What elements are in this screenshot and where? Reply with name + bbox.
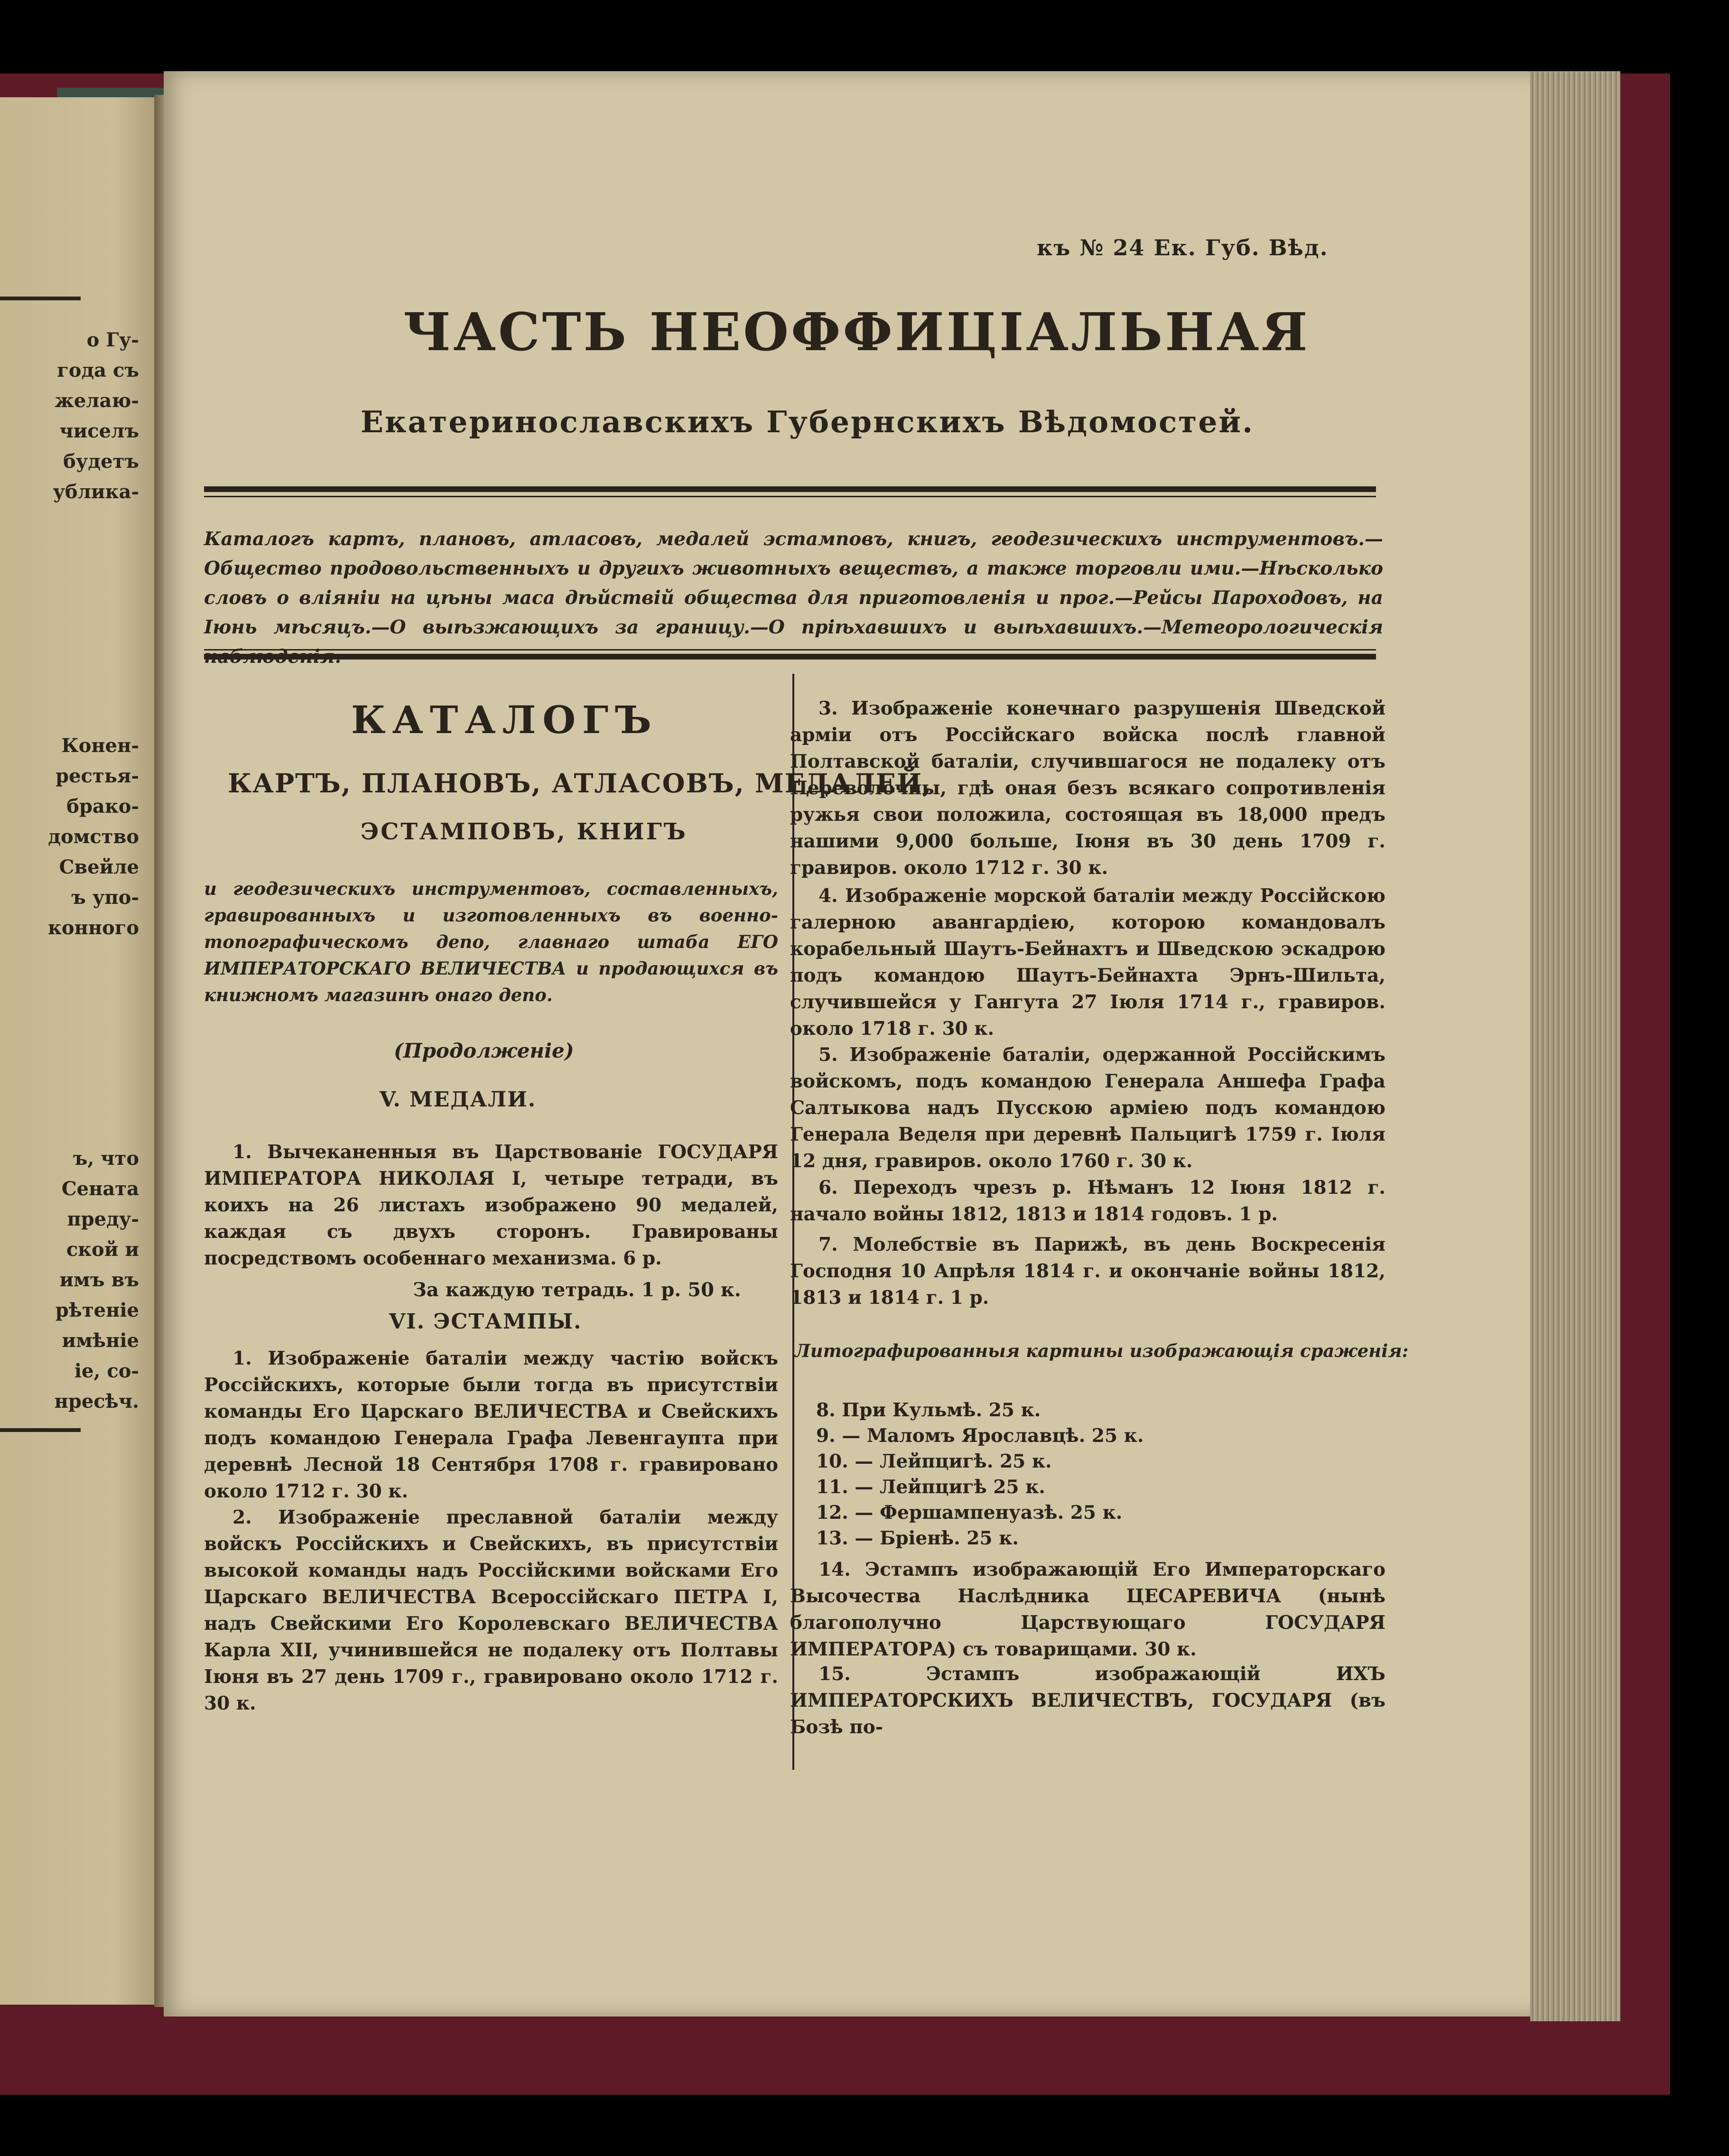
left-page-line: нресѣч. bbox=[54, 1390, 139, 1413]
catalog-entry: 5. Изображенiе баталiи, одержанной Россiйскимъ войскомъ, подъ командою Генерала Аншефа Графа Салтыкова надъ Пусскою армiею подъ командою Генерала Веделя при деревнѣ Пальцигѣ 1759 г. Iюля 12 дня, гравиров. около 1760 г. 30 к. bbox=[790, 1044, 1385, 1172]
page-title: ЧАСТЬ НЕОФФИЦIАЛЬНАЯ bbox=[403, 301, 1310, 362]
left-page-line: брако- bbox=[66, 795, 139, 818]
page-header-reference: къ № 24 Ек. Губ. Вѣд. bbox=[1037, 235, 1329, 260]
catalog-subtitle-line: ЭСТАМПОВЪ, КНИГЪ bbox=[361, 818, 688, 845]
left-page-rule-bottom bbox=[0, 1428, 81, 1432]
section-heading-medals: V. МЕДАЛИ. bbox=[380, 1087, 537, 1112]
catalog-entry: 1. Изображенiе баталiи между частiю войскъ Россiйскихъ, которые были тогда въ присутствiи команды Его Царскаго ВЕЛИЧЕСТВА и Свейскихъ подъ командою Генерала Графа Левенгаупта при деревнѣ Лесной 18 Сентября 1708 г. гравировано около 1712 г. 30 к. bbox=[204, 1348, 778, 1502]
catalog-entry: 2. Изображенiе преславной баталiи между войскъ Россiйскихъ и Свейскихъ, въ присутствiи высокой команды надъ Россiйскими войсками Его Царскаго ВЕЛИЧЕСТВА Всероссiйскаго ПЕТРА I, надъ Свейскими Его Королевскаго ВЕЛИЧЕСТВА Карла XII, учинившейся не подалеку отъ Полтавы Iюня въ 27 день 1709 г., гравировано около 1712 г. 30 к. bbox=[204, 1506, 778, 1714]
catalog-title: КАТАЛОГЪ bbox=[351, 697, 658, 742]
left-page bbox=[0, 97, 164, 2005]
catalog-price-line: За каждую тетрадь. 1 р. 50 к. bbox=[413, 1279, 741, 1301]
header-rule-top-thin bbox=[204, 496, 1376, 497]
left-page-line: будетъ bbox=[63, 450, 139, 473]
left-page-line: ъ, что bbox=[73, 1147, 139, 1170]
left-page-rule-top bbox=[0, 297, 81, 300]
page-edges bbox=[1530, 71, 1620, 2021]
catalog-description: и геодезическихъ инструментовъ, составленныхъ, гравированныхъ и изготовленныхъ въ военно-топографическомъ депо, главнаго штаба ЕГО ИМПЕРАТОРСКАГО ВЕЛИЧЕСТВА и продающихся въ книжномъ магазинѣ онаго депо. bbox=[204, 878, 778, 1005]
header-rule-bottom-thin bbox=[204, 649, 1376, 651]
left-page-line: рѣтенiе bbox=[55, 1299, 139, 1321]
left-page-line: домство bbox=[48, 826, 139, 848]
list-item: 10. — Лейпцигѣ. 25 к. bbox=[816, 1450, 1052, 1472]
left-page-line: желаю- bbox=[55, 390, 139, 412]
catalog-entry: 4. Изображенiе морской баталiи между Россiйскою галерною авангардiею, которою командовалъ корабельный Шаутъ-Бейнахтъ и Шведскою эскадрою подъ командою Шаутъ-Бейнахта Эрнъ-Шильта, случившейся у Гангута 27 Iюля 1714 г., гравиров. около 1718 г. 30 к. bbox=[790, 885, 1385, 1040]
list-item: 11. — Лейпцигѣ 25 к. bbox=[816, 1476, 1046, 1498]
left-page-line: имъ въ bbox=[59, 1269, 139, 1291]
left-page-line: ублика- bbox=[53, 481, 139, 503]
left-page-line: iе, со- bbox=[74, 1360, 139, 1382]
left-page-line: чиселъ bbox=[59, 420, 139, 442]
list-item: 12. — Фершампенуазѣ. 25 к. bbox=[816, 1502, 1123, 1524]
left-page-line: Сената bbox=[61, 1178, 139, 1200]
catalog-entry: 1. Вычеканенныя въ Царствованiе ГОСУДАРЯ ИМПЕРАТОРА НИКОЛАЯ I, четыре тетради, въ коихъ на 26 листахъ изображено 90 медалей, каждая съ двухъ сторонъ. Гравированы посредствомъ особеннаго механизма. 6 р. bbox=[204, 1141, 778, 1269]
catalog-entry: 6. Переходъ чрезъ р. Нѣманъ 12 Iюня 1812 г. начало войны 1812, 1813 и 1814 годовъ. 1 р. bbox=[790, 1177, 1385, 1225]
left-page-line: Конен- bbox=[61, 734, 139, 757]
list-item: 8. При Кульмѣ. 25 к. bbox=[816, 1399, 1041, 1421]
contents-summary: Каталогъ картъ, плановъ, атласовъ, медалей эстамповъ, книгъ, геодезическихъ инструментовъ.—Общество продовольственныхъ и другихъ животныхъ веществъ, а также торговли ими.—Нѣсколько словъ о влiянiи на цѣны маса дѣйствiй общества для приготовленiя и прог.—Рейсы Пароходовъ, на Iюнь мѣсяцъ.—О выѣзжающихъ за границу.—О прiѣхавшихъ и выѣхавшихъ.—Метеорологическiя bbox=[204, 528, 1383, 638]
catalog-subtitle-line: КАРТЪ, ПЛАНОВЪ, АТЛАСОВЪ, МЕДАЛЕЙ, bbox=[228, 768, 933, 799]
catalog-entry: 14. Эстампъ изображающiй Его Императорскаго Высочества Наслѣдника ЦЕСАРЕВИЧА (нынѣ благополучно Царствующаго ГОСУДАРЯ ИМПЕРАТОРА) съ товарищами. 30 к. bbox=[790, 1559, 1385, 1660]
page-subtitle: Екатеринославскихъ Губернскихъ Вѣдомостей. bbox=[361, 404, 1255, 439]
left-page-line: ской и bbox=[66, 1238, 139, 1261]
catalog-entry: 15. Эстампъ изображающiй ИХЪ ИМПЕРАТОРСКИХЪ ВЕЛИЧЕСТВЪ, ГОСУДАРЯ (въ Бозѣ по- bbox=[790, 1663, 1385, 1738]
left-page-line: Свейле bbox=[59, 856, 139, 878]
list-item: 9. — Маломъ Ярославцѣ. 25 к. bbox=[816, 1425, 1144, 1447]
list-item: 13. — Брiенѣ. 25 к. bbox=[816, 1527, 1019, 1549]
left-page-line: имѣнiе bbox=[62, 1329, 139, 1352]
catalog-entry: 7. Молебствiе въ Парижѣ, въ день Воскресенiя Господня 10 Апрѣля 1814 г. и окончанiе войны 1812, 1813 и 1814 г. 1 р. bbox=[790, 1234, 1385, 1309]
lithograph-heading: Литографированныя картины изображающiя сраженiя: bbox=[795, 1340, 1409, 1361]
left-page-line: преду- bbox=[67, 1208, 139, 1230]
catalog-entry: 3. Изображенiе конечнаго разрушенiя Шведской армiи отъ Россiйскаго войска послѣ главной Полтавской баталiи, случившагося не подалеку отъ Переволочны, гдѣ оная безъ всякаго сопротивленiя ружья свои положила, состоящая въ 18,000 предъ нашими 9,000 больше, Iюня въ 30 день 1709 г. гравиров. около 1712 г. 30 к. bbox=[790, 697, 1385, 879]
left-page-line: ъ упо- bbox=[71, 886, 139, 909]
continued-label: (Продолженiе) bbox=[394, 1039, 574, 1062]
left-page-line: конного bbox=[48, 917, 139, 939]
header-rule-top bbox=[204, 486, 1376, 492]
left-page-line: о Гу- bbox=[86, 329, 139, 351]
left-page-line: года съ bbox=[57, 359, 139, 381]
header-rule-bottom bbox=[204, 654, 1376, 660]
section-heading-prints: VI. ЭСТАМПЫ. bbox=[389, 1310, 582, 1334]
left-page-line: рестья- bbox=[56, 765, 139, 787]
lithograph-list bbox=[816, 1397, 1143, 1551]
